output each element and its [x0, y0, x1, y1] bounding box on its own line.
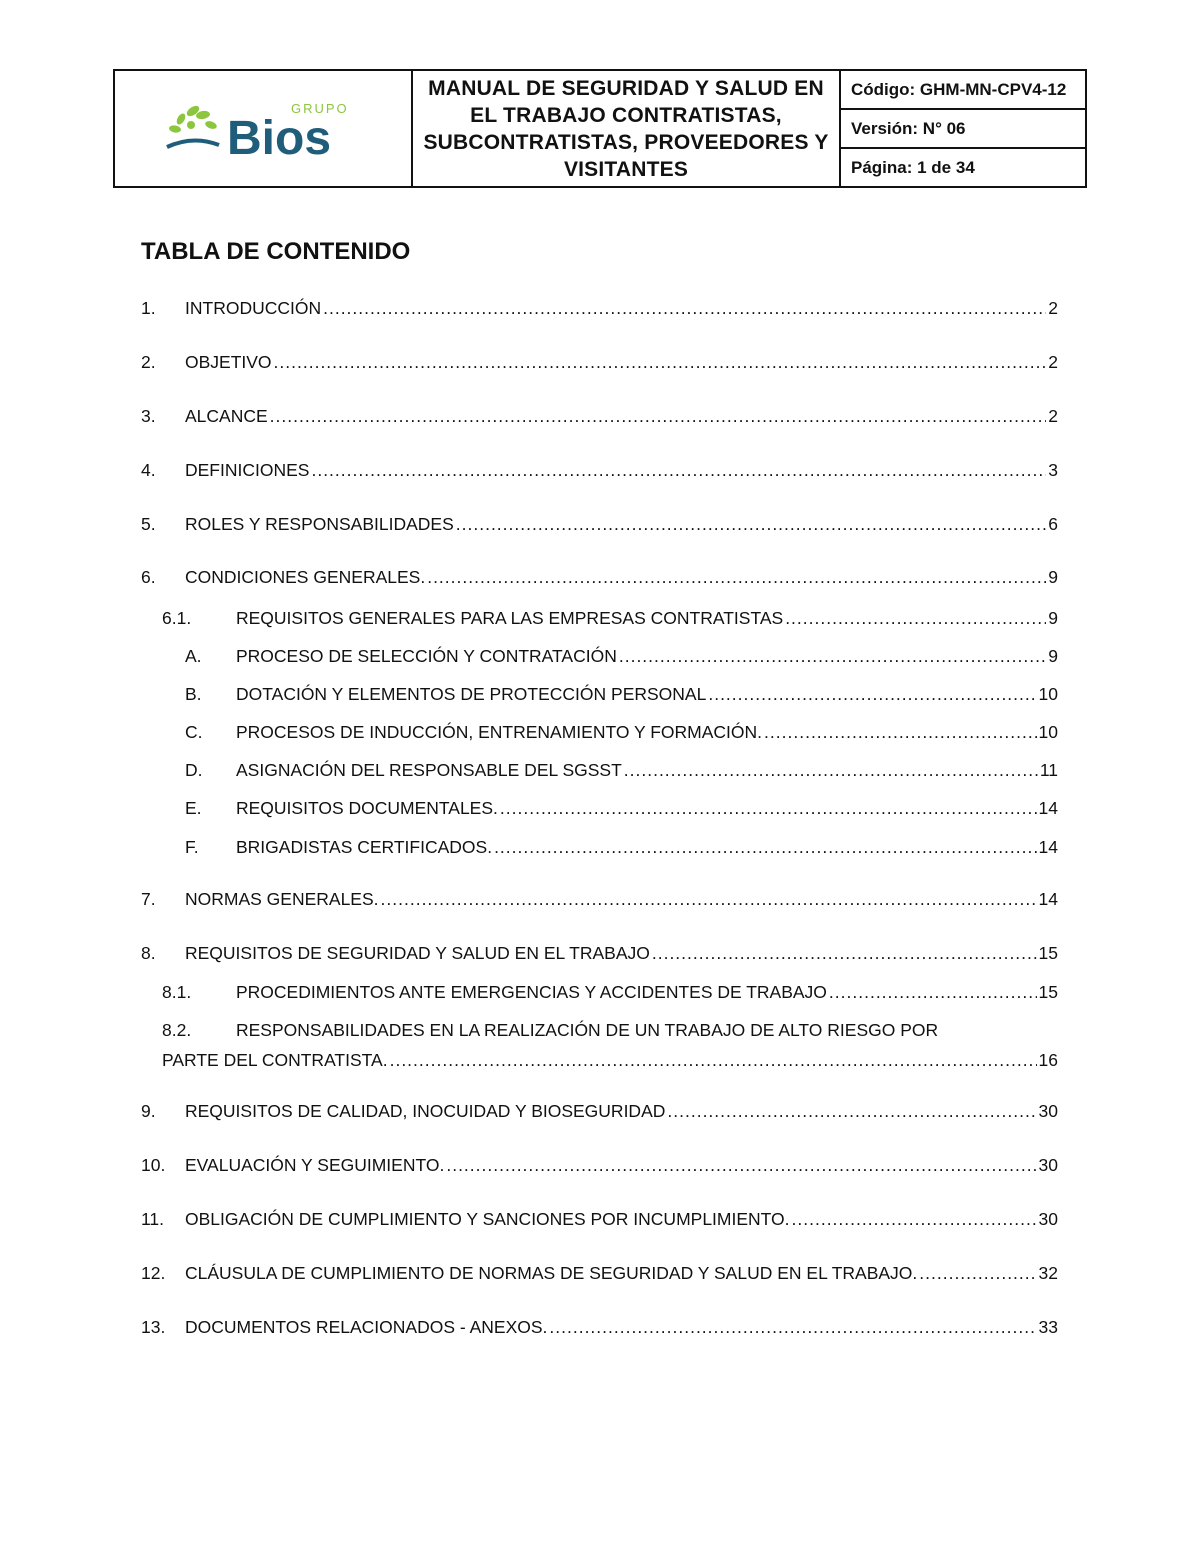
- toc-leader: [494, 837, 1036, 858]
- toc-leader: [500, 798, 1037, 819]
- toc-leader: [456, 514, 1047, 535]
- toc-entry[interactable]: 12. CLÁUSULA DE CUMPLIMIENTO DE NORMAS DE SEGURIDAD Y SALUD EN EL TRABAJO. ..... 32: [141, 1263, 1058, 1284]
- toc-entry[interactable]: 2. OBJETIVO ..... 2: [141, 352, 1058, 373]
- toc-leader: [619, 646, 1046, 667]
- toc-leader: [919, 1263, 1036, 1284]
- toc-leader: [311, 460, 1046, 481]
- logo-cell: [115, 71, 413, 186]
- toc-entry[interactable]: 3. ALCANCE ..... 2: [141, 406, 1058, 427]
- toc-leader: [829, 982, 1037, 1003]
- toc-entry[interactable]: 6.1. REQUISITOS GENERALES PARA LAS EMPRESAS CONTRATISTAS ..... 9: [141, 608, 1058, 629]
- toc-entry[interactable]: 9. REQUISITOS DE CALIDAD, INOCUIDAD Y BIOSEGURIDAD ..... 30: [141, 1101, 1058, 1122]
- toc-leader: [549, 1317, 1036, 1338]
- toc-entry[interactable]: 5. ROLES Y RESPONSABILIDADES ..... 6: [141, 514, 1058, 535]
- toc-leader: [390, 1050, 1037, 1071]
- toc-leader: [624, 760, 1038, 781]
- toc-entry[interactable]: E. REQUISITOS DOCUMENTALES. ..... 14: [141, 798, 1058, 819]
- svg-text:Bios: Bios: [227, 111, 332, 159]
- toc-entry[interactable]: F. BRIGADISTAS CERTIFICADOS. ..... 14: [141, 837, 1058, 858]
- toc-entry[interactable]: 1. INTRODUCCIÓN ..... 2: [141, 298, 1058, 319]
- document-meta: [841, 71, 1085, 186]
- toc-entry[interactable]: 8. REQUISITOS DE SEGURIDAD Y SALUD EN EL TRABAJO ..... 15: [141, 943, 1058, 964]
- toc-entry[interactable]: 10. EVALUACIÓN Y SEGUIMIENTO. ..... 30: [141, 1155, 1058, 1176]
- toc-leader: [652, 943, 1037, 964]
- toc-leader: [764, 722, 1036, 743]
- grupo-bios-logo: [163, 99, 363, 159]
- version-field: Versión: N° 06: [841, 110, 1085, 149]
- toc-leader: [446, 1155, 1036, 1176]
- codigo-field: Código: GHM-MN-CPV4-12: [841, 71, 1085, 110]
- toc-leader: [270, 406, 1047, 427]
- toc-leader: [792, 1209, 1037, 1230]
- toc-entry[interactable]: 6. CONDICIONES GENERALES. ..... 9: [141, 567, 1058, 588]
- toc-leader: [785, 608, 1046, 629]
- svg-text:GRUPO: GRUPO: [291, 100, 349, 116]
- toc-leader: [323, 298, 1046, 319]
- toc-leader: [274, 352, 1047, 373]
- toc-entry[interactable]: C. PROCESOS DE INDUCCIÓN, ENTRENAMIENTO Y FORMACIÓN. ..... 10: [141, 722, 1058, 743]
- document-header: [113, 69, 1087, 188]
- toc-entry[interactable]: D. ASIGNACIÓN DEL RESPONSABLE DEL SGSST ..... 11: [141, 760, 1058, 781]
- pagina-field: Página: 1 de 34: [851, 157, 975, 177]
- toc-entry[interactable]: A. PROCESO DE SELECCIÓN Y CONTRATACIÓN ..... 9: [141, 646, 1058, 667]
- toc-entry[interactable]: 4. DEFINICIONES ..... 3: [141, 460, 1058, 481]
- toc-entry[interactable]: 13. DOCUMENTOS RELACIONADOS - ANEXOS. ..... 33: [141, 1317, 1058, 1338]
- toc-entry[interactable]: B. DOTACIÓN Y ELEMENTOS DE PROTECCIÓN PERSONAL ..... 10: [141, 684, 1058, 705]
- toc-leader: [427, 567, 1046, 588]
- toc-leader: [667, 1101, 1036, 1122]
- toc-entry[interactable]: 7. NORMAS GENERALES. ..... 14: [141, 889, 1058, 910]
- toc-entry[interactable]: 8.1. PROCEDIMIENTOS ANTE EMERGENCIAS Y ACCIDENTES DE TRABAJO ..... 15: [141, 982, 1058, 1003]
- leaves-icon: [168, 103, 217, 133]
- toc-leader: [381, 889, 1037, 910]
- toc-leader: [708, 684, 1036, 705]
- toc-entry-wrapped-line[interactable]: 8.2. RESPONSABILIDADES EN LA REALIZACIÓN DE UN TRABAJO DE ALTO RIESGO POR: [162, 1020, 939, 1040]
- toc-entry[interactable]: PARTE DEL CONTRATISTA. ..... 16: [141, 1050, 1058, 1071]
- toc-entry[interactable]: 11. OBLIGACIÓN DE CUMPLIMIENTO Y SANCIONES POR INCUMPLIMIENTO. ..... 30: [141, 1209, 1058, 1230]
- toc-title: TABLA DE CONTENIDO: [141, 238, 411, 265]
- document-title: MANUAL DE SEGURIDAD Y SALUD EN EL TRABAJO CONTRATISTAS, SUBCONTRATISTAS, PROVEEDORES Y VISITANTES: [413, 71, 841, 186]
